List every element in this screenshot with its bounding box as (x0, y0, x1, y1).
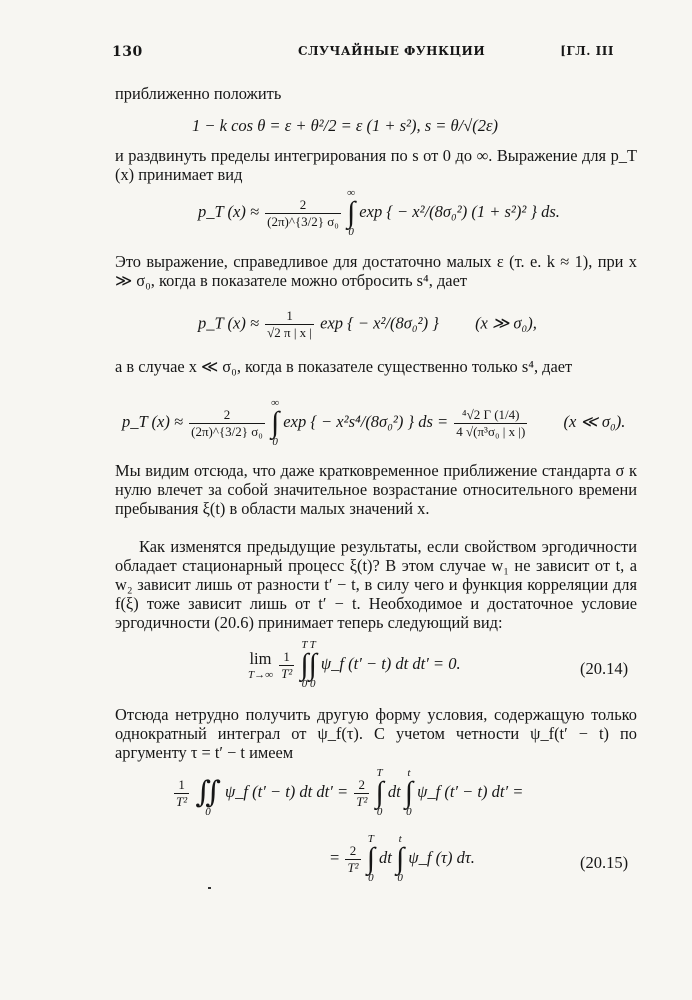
eq4-lower-limit: 0 (272, 436, 278, 448)
eq2-numerator: 2 (265, 197, 341, 214)
equation-label-20-14: (20.14) (580, 659, 629, 678)
eq5-numerator: 1 (279, 649, 294, 666)
equation-4 (122, 398, 625, 448)
paragraph-6: Как изменятся предыдущие результаты, если свойством эргодичности обладает стационарный процесс ξ(t)? В этом случае w₁ не зависит от t, а w₂ зависит лишь от разности t′ − t, в силу чего и функция корреляции для f(ξ) тоже зависит лишь от t′ − t. Необходимое и достаточное условие эргодичности (20.6) принимает теперь следующий вид: (115, 537, 637, 632)
eq5-upper-1: T (301, 639, 308, 651)
eq6-lower-inner: 0 (406, 806, 412, 818)
eq7-upper-inner: t (398, 833, 402, 845)
eq5-upper-2: T (309, 639, 316, 651)
eq5-lower-2: 0 (309, 678, 316, 690)
eq6-numerator-1: 1 (174, 777, 189, 794)
equation-20-15-line-2: = $\frac{2}{\text{T²}}$ T ∫ 0 dt t ∫ 0 ψ_f (τ) dτ. (330, 833, 475, 884)
eq3-condition: (x ≫ σ₀), (475, 313, 537, 333)
equation-label-20-15: (20.15) (580, 853, 629, 872)
eq2-fraction (265, 197, 341, 230)
eq4-denominator: (2π)^{3/2} σ₀ (191, 423, 263, 439)
eq6-fraction-2 (354, 777, 369, 810)
paragraph-3: Это выражение, справедливое для достаточно малых ε (т. е. k ≈ 1), при x ≫ σ₀, когда в показателе можно отбросить s⁴, дает (115, 252, 637, 290)
eq6-left: ψ_f (t′ − t) dt dt′ = (224, 781, 349, 801)
eq4-result-denominator: 4 √(π³σ₀ | x |) (456, 423, 526, 439)
eq5-limit (248, 649, 273, 681)
equation-1: 1 − k cos θ = ε + θ²/2 = ε (1 + s²), s = θ/√(2ε) (192, 116, 499, 135)
equation-20-14 (248, 640, 461, 690)
eq5-integral-1: T ∫ 0 (300, 639, 309, 690)
eq2-upper-limit: ∞ (347, 187, 355, 199)
eq6-mid: dt (387, 781, 401, 801)
eq7-lower-inner: 0 (397, 872, 403, 884)
running-title: СЛУЧАЙНЫЕ ФУНКЦИИ (298, 44, 486, 58)
page-number: 130 (112, 44, 143, 60)
eq3-fraction (265, 308, 314, 341)
eq5-fraction (279, 649, 294, 682)
eq4-numerator: 2 (189, 407, 265, 424)
eq6-numerator-2: 2 (354, 777, 369, 794)
eq6-denominator-2: T² (356, 793, 368, 809)
paragraph-5: Мы видим отсюда, что даже кратковременное приближение стандарта σ к нулю влечет за собой значительное возрастание относительного времени пребывания ξ(t) в области малых значений x. (115, 461, 637, 518)
eq6-double-integral: ∬ 0 (195, 776, 221, 818)
eq6-upper-inner: t (407, 767, 411, 779)
eq4-fraction (189, 407, 265, 440)
eq4-integral: ∞ ∫ 0 (270, 397, 280, 448)
eq4-upper-limit: ∞ (271, 397, 279, 409)
paragraph-1: приближенно положить (115, 84, 282, 103)
eq4-result-fraction (454, 407, 527, 440)
eq7-body: ψ_f (τ) dτ. (408, 847, 475, 867)
eq3-numerator: 1 (265, 308, 314, 325)
eq7-lower-outer: 0 (368, 872, 374, 884)
paragraph-4: а в случае x ≪ σ₀, когда в показателе существенно только s⁴, дает (115, 357, 573, 376)
eq5-denominator: T² (281, 665, 293, 681)
eq6-integral-inner: t ∫ 0 (404, 767, 414, 818)
eq4-result-numerator: ⁴√2 Γ (1/4) (454, 407, 527, 424)
eq3-denominator: √2 π | x | (267, 325, 313, 340)
eq3-body: exp { − x²/(8σ₀²) } (320, 313, 439, 333)
eq2-lhs: p_T (x) ≈ (198, 201, 259, 221)
eq6-lower-outer: 0 (376, 806, 383, 818)
eq6-integral-outer: T ∫ 0 (375, 767, 384, 818)
eq7-mid: dt (379, 847, 392, 867)
eq7-fraction (345, 843, 360, 876)
paragraph-7: Отсюда нетрудно получить другую форму условия, содержащую только однократный интеграл от ψ_f(τ). С учетом четности ψ_f(t′ − t) по аргументу τ = t′ − t имеем (115, 705, 637, 762)
eq7-integral-inner: t ∫ 0 (396, 833, 405, 884)
eq2-denominator: (2π)^{3/2} σ₀ (267, 213, 339, 229)
eq6-fraction-1 (174, 777, 189, 810)
eq7-denominator: T² (347, 859, 359, 875)
eq6-denominator-1: T² (176, 793, 188, 809)
chapter-label: [ГЛ. III (560, 44, 614, 58)
eq6-upper-outer: T (376, 767, 383, 779)
eq5-body: ψ_f (t′ − t) dt dt′ = 0. (320, 653, 461, 673)
eq7-upper-outer: T (367, 833, 374, 845)
eq6-lower-double: 0 (205, 806, 211, 818)
eq7-numerator: 2 (345, 843, 360, 860)
equation-2 (198, 188, 560, 238)
eq2-body: exp { − x²/(8σ₀²) (1 + s²)² } ds. (359, 201, 560, 221)
eq5-integral-2: T ∫ 0 (308, 639, 317, 690)
eq6-right: ψ_f (t′ − t) dt′ = (417, 781, 524, 801)
paragraph-2: и раздвинуть пределы интегрирования по s от 0 до ∞. Выражение для p_T (x) принимает вид (115, 146, 637, 184)
eq3-lhs: p_T (x) ≈ (198, 313, 259, 333)
eq2-lower-limit: 0 (348, 226, 354, 238)
eq5-lower-1: 0 (301, 678, 308, 690)
eq5-lim-word: lim (249, 649, 272, 668)
eq4-lhs: p_T (x) ≈ (122, 411, 183, 431)
equation-20-15-line-1 (172, 768, 523, 818)
eq7-integral-outer: T ∫ 0 (366, 833, 375, 884)
eq4-condition: (x ≪ σ₀). (563, 411, 626, 431)
print-speck (208, 887, 211, 889)
eq2-integral: ∞ ∫ 0 (346, 187, 356, 238)
equation-3 (198, 308, 537, 341)
eq5-lim-sub: T→∞ (248, 669, 273, 681)
eq4-body: exp { − x²s⁴/(8σ₀²) } ds = (283, 411, 449, 431)
